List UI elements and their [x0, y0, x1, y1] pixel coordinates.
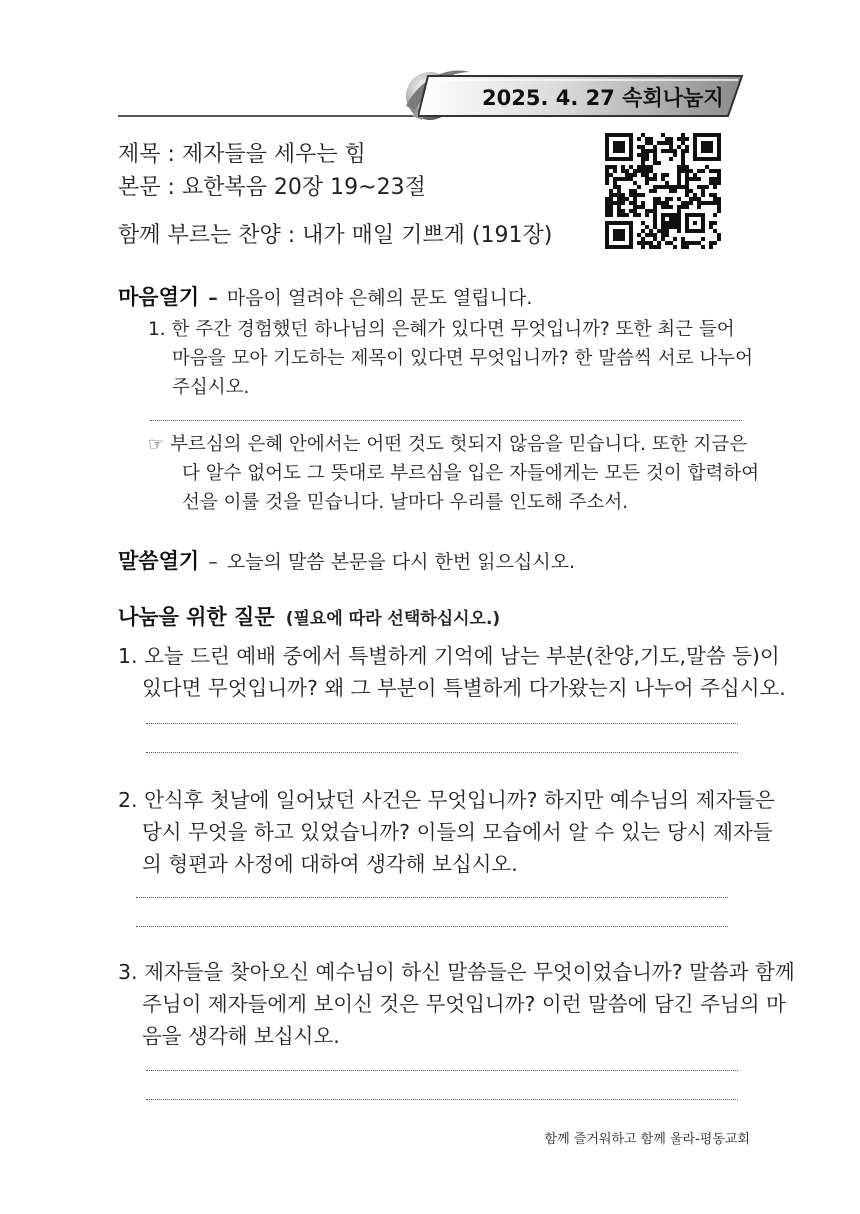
- answer-line: [150, 420, 742, 421]
- answer-line: [146, 752, 738, 753]
- heart-note-line2: 다 알수 없어도 그 뜻대로 부르심을 입은 자들에게는 모든 것이 합력하여: [182, 463, 760, 484]
- question-3-line1: 3. 제자들을 찾아오신 예수님이 하신 말씀들은 무엇이었습니까? 말씀과 함께: [118, 960, 795, 984]
- question-3-line3: 음을 생각해 보십시오.: [142, 1024, 340, 1048]
- heart-question-1-line1: 1. 한 주간 경험했던 하나님의 은혜가 있다면 무엇입니까? 또한 최근 들어: [148, 319, 735, 340]
- answer-line: [146, 1099, 738, 1100]
- question-2-line2: 당시 무엇을 하고 있었습니까? 이들의 모습에서 알 수 있는 당시 제자들: [142, 820, 773, 844]
- heart-question-1-line3: 주십시오.: [172, 377, 250, 398]
- heart-opening-subtitle: 마음이 열려야 은혜의 문도 열립니다.: [226, 287, 533, 309]
- subject-line: 제목 : 제자들을 세우는 힘: [118, 142, 366, 167]
- question-3-line2: 주님이 제자들에게 보이신 것은 무엇입니까? 이런 말씀에 담긴 주님의 마: [142, 992, 786, 1016]
- answer-line: [136, 926, 728, 927]
- word-opening-dash: –: [208, 551, 218, 573]
- answer-line: [146, 1070, 738, 1071]
- answer-line: [136, 897, 728, 898]
- question-3: [118, 956, 795, 1052]
- heart-question-1: [148, 315, 754, 402]
- qr-code[interactable]: [605, 133, 721, 249]
- answer-line: [146, 723, 738, 724]
- heart-note: [148, 430, 760, 517]
- word-opening-title: [118, 545, 575, 575]
- header-rule: [118, 115, 438, 117]
- scripture-line: 본문 : 요한복음 20장 19~23절: [118, 175, 426, 200]
- heart-opening-heading: 마음열기: [118, 285, 200, 309]
- question-2-line3: 의 형편과 사정에 대하여 생각해 보십시오.: [142, 852, 518, 876]
- heart-opening-dash: –: [208, 287, 218, 309]
- word-opening-subtitle: 오늘의 말씀 본문을 다시 한번 읽으십시오.: [226, 551, 576, 573]
- pointing-hand-icon: ☞: [148, 434, 165, 455]
- page-title: 2025. 4. 27 속회나눔지: [482, 86, 724, 110]
- question-1-line1: 1. 오늘 드린 예배 중에서 특별하게 기억에 남는 부분(찬양,기도,말씀 등)이: [118, 644, 780, 668]
- questions-heading: 나눔을 위한 질문: [118, 605, 275, 629]
- heart-opening-title: [118, 281, 532, 311]
- question-2-line1: 2. 안식후 첫날에 일어났던 사건은 무엇입니까? 하지만 예수님의 제자들은: [118, 788, 775, 812]
- hymn-line: 함께 부르는 찬양 : 내가 매일 기쁘게 (191장): [118, 223, 553, 248]
- questions-subheading: (필요에 따라 선택하십시오.): [285, 609, 501, 629]
- question-1-line2: 있다면 무엇입니까? 왜 그 부분이 특별하게 다가왔는지 나누어 주십시오.: [142, 676, 786, 700]
- heart-note-line3: 선을 이룰 것을 믿습니다. 날마다 우리를 인도해 주소서.: [182, 492, 629, 513]
- questions-title: [118, 601, 500, 631]
- heart-question-1-line2: 마음을 모아 기도하는 제목이 있다면 무엇입니까? 한 말씀씩 서로 나누어: [172, 348, 754, 369]
- word-opening-heading: 말씀열기: [118, 549, 200, 573]
- heart-note-line1: 부르심의 은혜 안에서는 어떤 것도 헛되지 않음을 믿습니다. 또한 지금은: [170, 434, 748, 455]
- question-2: [118, 784, 775, 880]
- footer-church-motto: 함께 즐거워하고 함께 울라-평동교회: [544, 1132, 750, 1147]
- question-1: [118, 640, 786, 704]
